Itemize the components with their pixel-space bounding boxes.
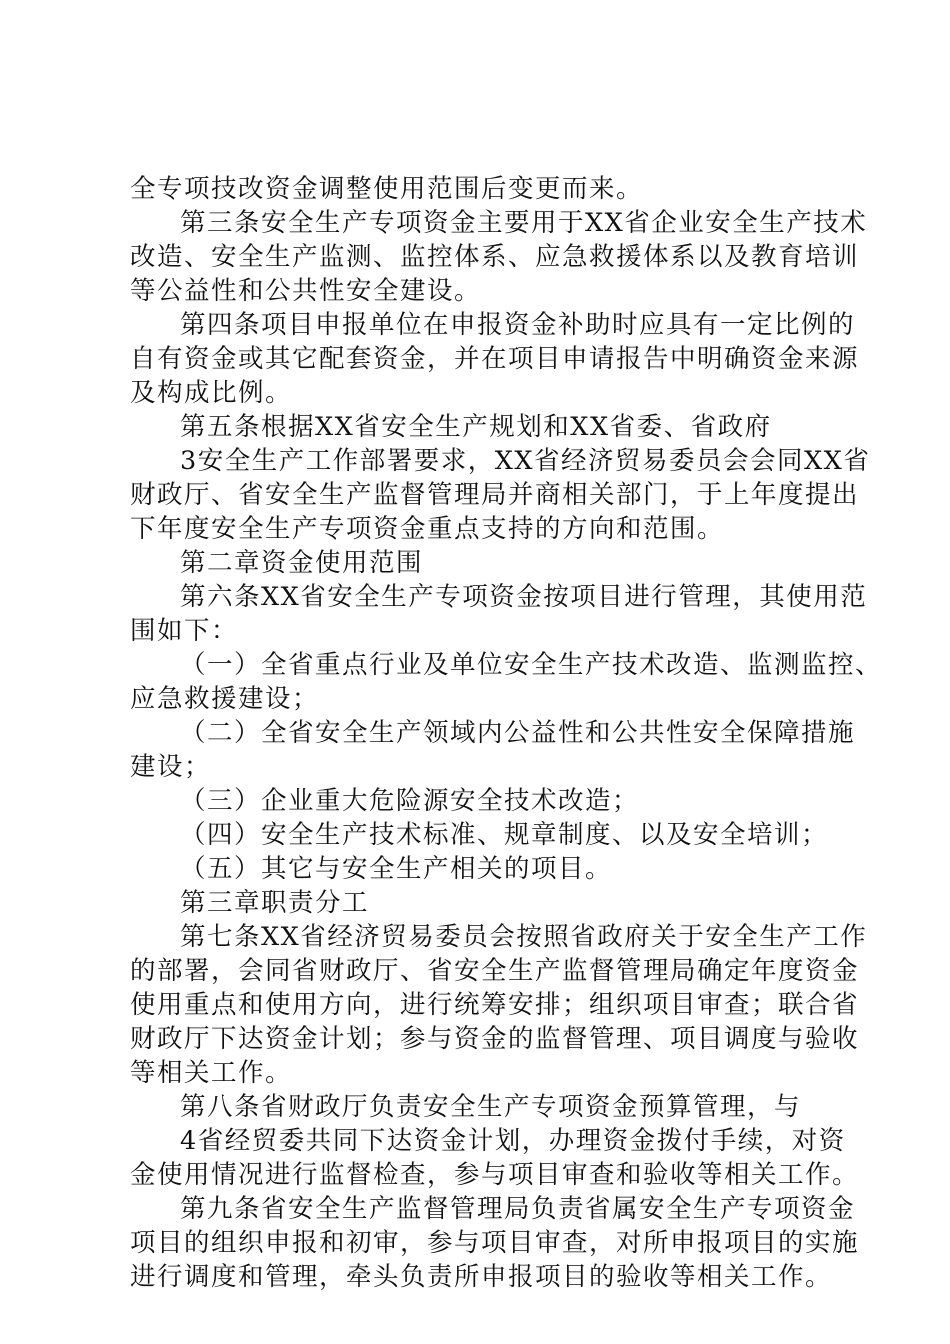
text-line-16: 应急救援建设； [130, 684, 320, 714]
text-line-30: 金使用情况进行监督检查，参与项目审查和验收等相关工作。 [130, 1160, 860, 1190]
text-line-8: 第五条根据XX省安全生产规划和XX省委、省政府 [180, 412, 772, 442]
text-line-18: 建设； [130, 752, 212, 782]
text-line-2: 第三条安全生产专项资金主要用于XX省企业安全生产技术 [180, 208, 868, 238]
text-line-10: 财政厅、省安全生产监督管理局并商相关部门，于上年度提出 [130, 480, 860, 510]
text-line-15: （一）全省重点行业及单位安全生产技术改造、监测监控、 [180, 650, 883, 680]
text-line-22: 第三章职责分工 [180, 888, 370, 918]
text-line-14: 围如下： [130, 616, 239, 646]
text-line-29: 4省经贸委共同下达资金计划，办理资金拨付手续，对资 [180, 1126, 846, 1156]
text-line-21: （五）其它与安全生产相关的项目。 [180, 854, 613, 884]
text-line-5: 第四条项目申报单位在申报资金补助时应具有一定比例的 [180, 310, 856, 340]
text-line-32: 项目的组织申报和初审，参与项目审查，对所申报项目的实施 [130, 1228, 860, 1258]
text-line-28: 第八条省财政厅负责安全生产专项资金预算管理，与 [180, 1092, 802, 1122]
text-line-25: 使用重点和使用方向，进行统筹安排；组织项目审查；联合省 [130, 990, 860, 1020]
text-line-20: （四）安全生产技术标准、规章制度、以及安全培训； [180, 820, 829, 850]
text-line-26: 财政厅下达资金计划；参与资金的监督管理、项目调度与验收 [130, 1024, 860, 1054]
text-line-13: 第六条XX省安全生产专项资金按项目进行管理，其使用范 [180, 582, 868, 612]
text-line-17: （二）全省安全生产领域内公益性和公共性安全保障措施 [180, 718, 856, 748]
text-line-3: 改造、安全生产监测、监控体系、应急救援体系以及教育培训 [130, 242, 860, 272]
text-line-6: 自有资金或其它配套资金，并在项目申请报告中明确资金来源 [130, 344, 860, 374]
text-line-11: 下年度安全生产专项资金重点支持的方向和范围。 [130, 514, 725, 544]
text-line-7: 及构成比例。 [130, 378, 293, 408]
text-line-4: 等公益性和公共性安全建设。 [130, 276, 482, 306]
text-line-33: 进行调度和管理，牵头负责所申报项目的验收等相关工作。 [130, 1262, 833, 1292]
text-line-9: 3安全生产工作部署要求，XX省经济贸易委员会会同XX省 [180, 446, 871, 476]
text-line-23: 第七条XX省经济贸易委员会按照省政府关于安全生产工作 [180, 922, 868, 952]
text-line-31: 第九条省安全生产监督管理局负责省属安全生产专项资金 [180, 1194, 856, 1224]
text-line-24: 的部署，会同省财政厅、省安全生产监督管理局确定年度资金 [130, 956, 860, 986]
text-line-12: 第二章资金使用范围 [180, 548, 424, 578]
text-line-1: 全专项技改资金调整使用范围后变更而来。 [130, 174, 644, 204]
text-line-19: （三）企业重大危险源安全技术改造； [180, 786, 640, 816]
text-line-27: 等相关工作。 [130, 1058, 293, 1088]
